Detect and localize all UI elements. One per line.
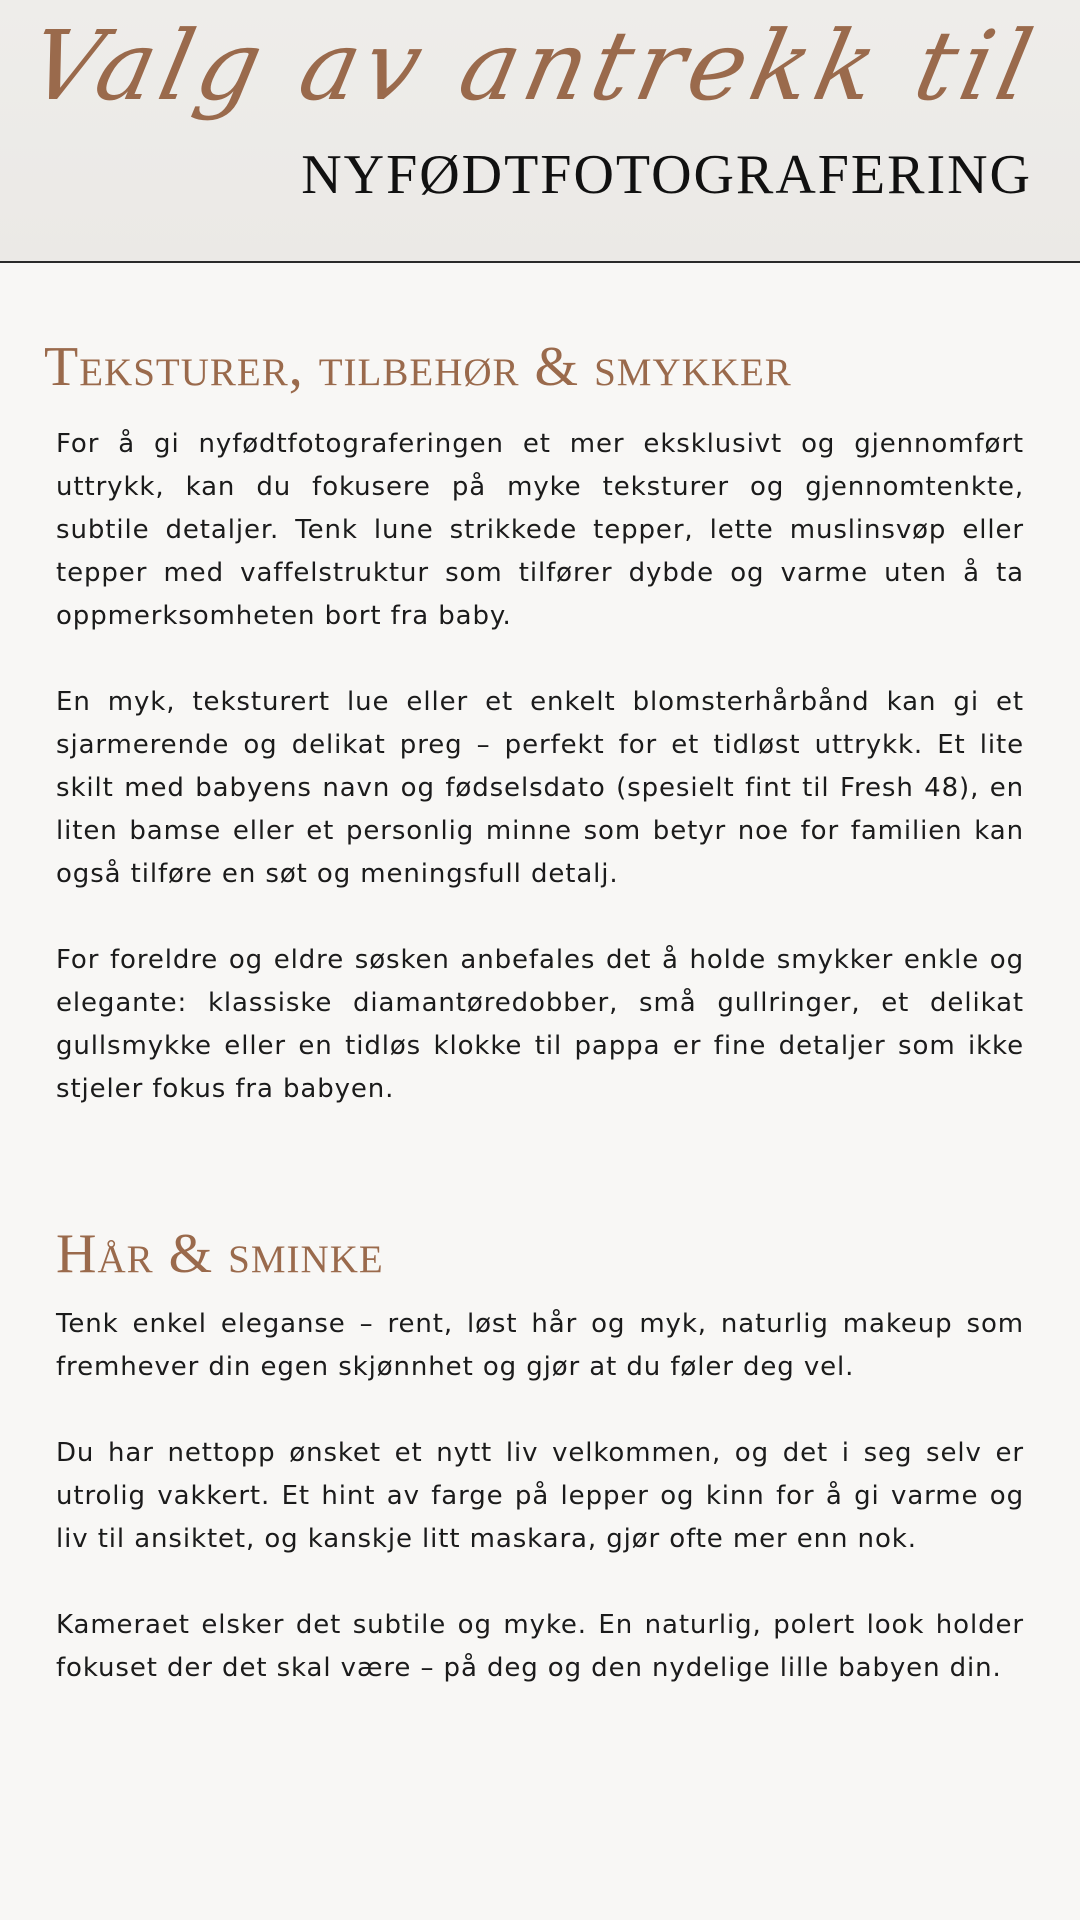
script-title: Valg av antrekk til	[20, 10, 1048, 122]
page-header	[0, 0, 1080, 263]
paragraph-props: En myk, teksturert lue eller et enkelt blomsterhårbånd kan gi et sjarmerende og delikat preg – perfekt for et tidløst uttrykk. Et lite skilt med babyens navn og fødselsdato (spesielt fint til Fresh 48), en liten bamse eller et personlig minne som betyr noe for familien kan også tilføre en søt og meningsfull detalj.	[56, 687, 1024, 889]
paragraph-textures: For å gi nyfødtfotograferingen et mer eksklusivt og gjennomført uttrykk, kan du fokusere på myke teksturer og gjennomtenkte, subtile detaljer. Tenk lune strikkede tepper, lette muslinsvøp eller tepper med vaffelstruktur som tilfører dybde og varme uten å ta oppmerksomheten bort fra baby.	[56, 429, 1024, 631]
page-title: NYFØDTFOTOGRAFERING	[301, 144, 1032, 206]
section-heading-hair-makeup: Hår & sminke	[56, 1223, 384, 1285]
paragraph-jewelry: For foreldre og eldre søsken anbefales det å holde smykker enkle og elegante: klassiske diamantøredobber, små gullringer, et delikat gullsmykke eller en tidløs klokke til pappa er fine detaljer som ikke stjeler fokus fra babyen.	[56, 945, 1024, 1104]
section-heading-accessories: Teksturer, tilbehør & smykker	[44, 336, 792, 398]
paragraph-hair: Tenk enkel eleganse – rent, løst hår og myk, naturlig makeup som fremhever din egen skjønnhet og gjør at du føler deg vel.	[56, 1309, 1024, 1382]
paragraph-makeup: Du har nettopp ønsket et nytt liv velkommen, og det i seg selv er utrolig vakkert. Et hint av farge på lepper og kinn for å gi varme og liv til ansiktet, og kanskje litt maskara, gjør ofte mer enn nok.	[56, 1438, 1024, 1554]
paragraph-camera: Kameraet elsker det subtile og myke. En naturlig, polert look holder fokuset der det skal være – på deg og den nydelige lille babyen din.	[56, 1610, 1024, 1683]
